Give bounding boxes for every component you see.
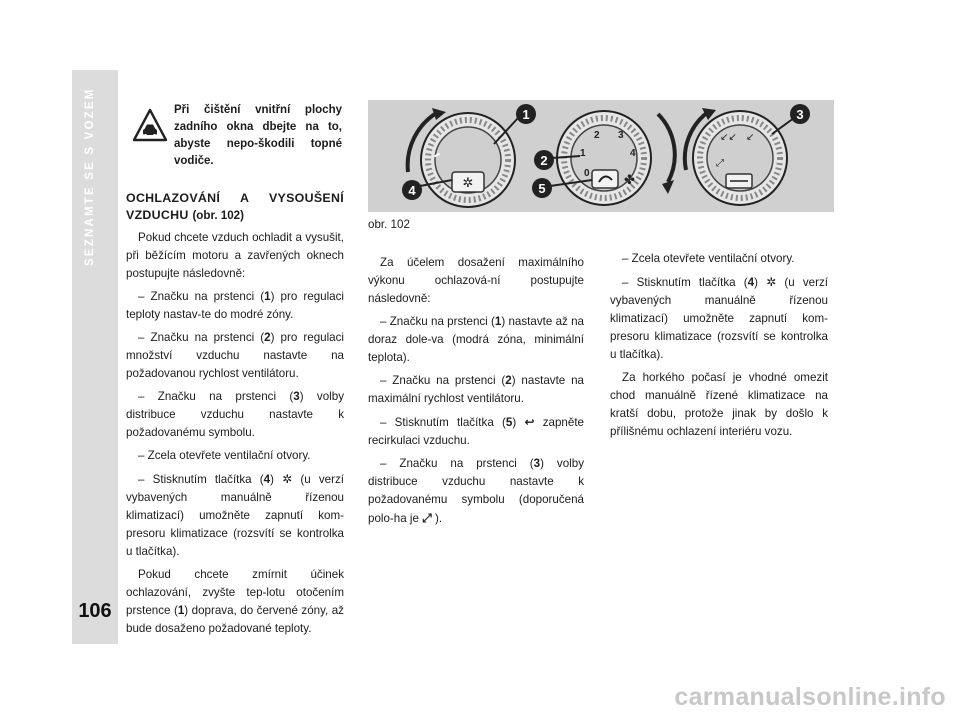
paragraph [368,313,584,367]
button-number: 4 [263,473,271,486]
paragraph-text: ) nastavte až na doraz dole-va (modrá zóna, minimální teplota). [368,315,584,364]
paragraph-text: – Stisknutím tlačítka ( [138,473,264,486]
fan-tick-0: 0 [584,168,590,179]
paragraph-text: ) volby distribuce vzduchu nastavte k požadovanému symbolu. [126,390,344,439]
warning-text: Při čištění vnitřní plochy zadního okna dbejte na to, abyste nepo-škodili topné vodiče. [174,104,342,167]
paragraph-text: (u verzí vybavených manuálně řízenou klimatizací) umožněte zapnutí kom-presoru klimatizace (rozsvítí se kontrolka u tlačítka). [126,473,344,558]
column-2 [368,254,584,533]
paragraph [126,388,344,442]
recirculation-icon: ↩ [524,415,535,429]
callout-label: 2 [540,153,548,168]
svg-text:⤢: ⤢ [716,158,724,169]
paragraph [610,369,828,441]
paragraph-text: ) nastavte na maximální rychlost ventilátoru. [368,374,584,405]
paragraph-text: ) pro regulaci teploty nastav-te do modré zóny. [126,290,344,321]
paragraph-text: (u verzí vybavených manuálně řízenou klimatizací) umožněte zapnutí kom-presoru klimatizace (rozsvítí se kontrolka u tlačítka). [610,276,828,361]
fan-tick-4: 4 [630,148,636,159]
callout-label: 1 [522,107,530,122]
page-number: 106 [78,600,112,622]
paragraph-text: Za účelem dosažení maximálního výkonu ochlazová-ní postupujte následovně: [368,256,584,305]
paragraph [126,329,344,383]
paragraph [610,273,828,364]
ring-number: 1 [264,290,271,303]
callout-1 [494,104,536,144]
face-vent-icon: ⤢ [422,511,432,525]
callout-label: 3 [796,107,804,122]
svg-text:✲: ✲ [462,176,474,191]
ac-snowflake-icon: ✲ [766,275,777,289]
heading-title: OCHLAZOVÁNÍ A VYSOUŠENÍ VZDUCHU [126,191,344,222]
paragraph-text: – Stisknutím tlačítka ( [622,276,748,289]
ring-number: 1 [494,315,502,328]
ring-number: 1 [177,604,185,617]
paragraph [126,229,344,283]
paragraph-text: ). [431,512,443,525]
svg-text:↙: ↙ [746,132,755,143]
fan-tick-2: 2 [594,130,600,141]
warning-note [126,100,344,170]
climate-control-panel-illustration [368,100,834,212]
paragraph [368,413,584,450]
paragraph-text: ) [270,473,283,486]
svg-text:✤: ✤ [624,173,635,188]
paragraph-text: Pokud chcete zmírnit účinek ochlazování, zvyšte tep-lotu otočením prstence ( [126,568,344,617]
button-number: 5 [505,416,513,429]
button-number: 4 [747,276,755,289]
paragraph-text: – Zcela otevřete ventilační otvory. [138,449,311,462]
ring-number: 3 [293,390,300,403]
fan-speed-knob [557,111,675,205]
callout-3 [772,104,810,134]
svg-text:↙↙: ↙↙ [720,132,737,143]
temperature-knob [408,108,515,207]
paragraph-text: ) volby distribuce vzduchu nastavte k požadovanému symbolu (doporučená polo-ha je [368,457,584,525]
paragraph-text: zapněte recirkulaci vzduchu. [368,416,584,447]
paragraph [126,447,344,465]
paragraph-text: ) [512,416,525,429]
car-warning-triangle-icon [132,108,168,142]
ring-number: 2 [264,331,271,344]
paragraph-text: – Značku na prstenci ( [380,457,534,470]
paragraph-text: ) doprava, do červené zóny, až bude dosaženo požadované teploty. [126,604,344,635]
air-distribution-knob [685,108,787,205]
paragraph-text: – Značku na prstenci ( [380,315,495,328]
paragraph [368,455,584,528]
climate-control-figure [368,100,834,212]
fan-tick-1: 1 [580,148,586,159]
paragraph-text: – Zcela otevřete ventilační otvory. [622,252,795,265]
ring-number: 2 [505,374,512,387]
paragraph-text: ) [754,276,767,289]
paragraph-text: – Stisknutím tlačítka ( [380,416,506,429]
paragraph [368,254,584,308]
paragraph [126,470,344,561]
section-title-text: SEZNAMTE SE S VOZEM [84,87,96,266]
heading-figure-ref: (obr. 102) [192,209,244,222]
column-3 [610,250,828,446]
paragraph-text: – Značku na prstenci ( [138,390,294,403]
paragraph-text: ) pro regulaci množství vzduchu nastavte na požadovanou rychlost ventilátoru. [126,331,344,380]
paragraph [126,288,344,324]
ring-number: 3 [533,457,541,470]
paragraph [610,250,828,268]
figure-caption: obr. 102 [368,218,410,231]
paragraph-text: Za horkého počasí je vhodné omezit chod manuálně řízené klimatizace na kratší dobu, protože jinak by došlo k přílišnému ochlazení interiéru vozu. [610,371,828,438]
ac-snowflake-icon: ✲ [282,472,293,486]
fan-tick-3: 3 [618,130,624,141]
section-heading [126,190,344,224]
watermark: carmanualsonline.info [674,683,946,711]
paragraph-text: – Značku na prstenci ( [138,331,265,344]
paragraph [126,566,344,638]
paragraph-text: – Značku na prstenci ( [138,290,265,303]
paragraph-text: – Značku na prstenci ( [380,374,506,387]
callout-label: 4 [408,183,416,198]
callout-label: 5 [538,181,546,196]
paragraph [368,372,584,408]
column-1 [126,190,344,643]
paragraph-text: Pokud chcete vzduch ochladit a vysušit, při běžícím motoru a zavřených oknech postupujte následovně: [126,231,344,280]
